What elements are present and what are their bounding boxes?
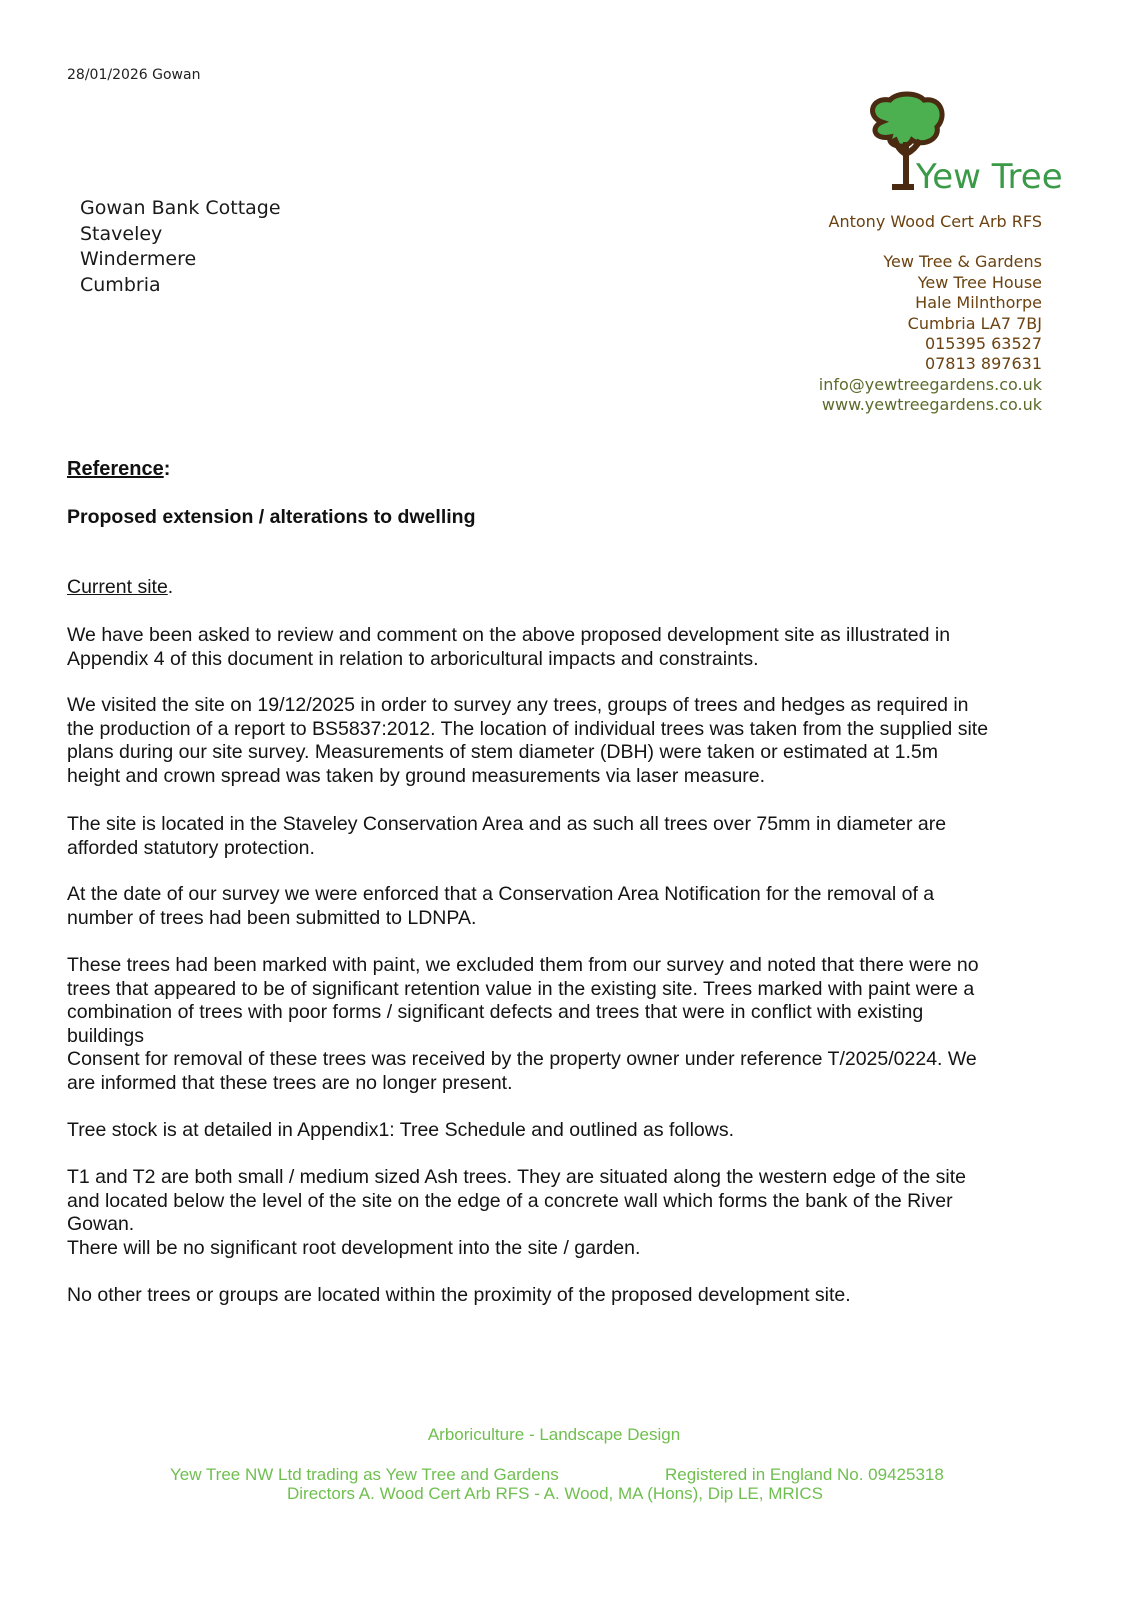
sender-mobile: 07813 897631 bbox=[924, 354, 1042, 374]
body-paragraph bbox=[67, 954, 979, 1095]
paragraph-line: We have been asked to review and comment on the above proposed development site as illustrated in bbox=[67, 624, 951, 646]
paragraph-line: Gowan. bbox=[67, 1213, 135, 1235]
paragraph-line: There will be no significant root development into the site / garden. bbox=[67, 1236, 641, 1259]
address-line: Gowan Bank Cottage bbox=[80, 197, 281, 219]
paragraph-line: are informed that these trees are no longer present. bbox=[67, 1071, 513, 1094]
body-paragraph bbox=[67, 883, 934, 930]
body-paragraph bbox=[67, 813, 946, 860]
paragraph-line: number of trees had been submitted to LDNPA. bbox=[67, 906, 477, 929]
footer-company: Yew Tree NW Ltd trading as Yew Tree and Gardens bbox=[170, 1465, 559, 1484]
sender-address-line: Yew Tree House bbox=[917, 272, 1042, 292]
document-date: 28/01/2026 Gowan bbox=[67, 67, 201, 83]
paragraph-line: and located below the level of the site on the edge of a concrete wall which forms the bank of the River bbox=[67, 1189, 953, 1212]
sender-website-link[interactable]: www.yewtreegardens.co.uk bbox=[821, 395, 1042, 415]
paragraph-line: trees that appeared to be of significant retention value in the existing site. Trees marked with paint were a bbox=[67, 977, 975, 1000]
body-paragraph bbox=[67, 1166, 966, 1260]
body-paragraph bbox=[67, 1119, 734, 1143]
paragraph-line: Tree stock is at detailed in Appendix1: Tree Schedule and outlined as follows. bbox=[67, 1119, 735, 1141]
paragraph-line: T1 and T2 are both small / medium sized Ash trees. They are situated along the western edge of the site bbox=[67, 1166, 966, 1188]
section-heading bbox=[67, 576, 173, 600]
address-line: Cumbria bbox=[80, 273, 161, 296]
yew-tree-logo bbox=[862, 92, 1063, 197]
footer-registration: Registered in England No. 09425318 bbox=[665, 1465, 944, 1484]
paragraph-line: At the date of our survey we were enforced that a Conservation Area Notification for the removal of a bbox=[67, 883, 935, 905]
sender-phone: 015395 63527 bbox=[924, 334, 1042, 354]
paragraph-line: the production of a report to BS5837:2012. The location of individual trees was taken from the supplied site bbox=[67, 717, 989, 740]
paragraph-line: These trees had been marked with paint, we excluded them from our survey and noted that there were no bbox=[67, 954, 979, 976]
reference-colon: : bbox=[163, 458, 171, 480]
section-heading-text: Current site bbox=[67, 576, 168, 598]
paragraph-line: The site is located in the Staveley Conservation Area and as such all trees over 75mm in diameter are bbox=[67, 813, 947, 835]
sender-address-line: Yew Tree & Gardens bbox=[883, 252, 1042, 272]
footer-tagline: Arboriculture - Landscape Design bbox=[427, 1425, 681, 1444]
paragraph-line: height and crown spread was taken by ground measurements via laser measure. bbox=[67, 764, 766, 787]
paragraph-line: afforded statutory protection. bbox=[67, 836, 315, 859]
reference-label: Reference bbox=[67, 458, 164, 480]
sender-address-line: Cumbria LA7 7BJ bbox=[907, 313, 1042, 333]
paragraph-line: buildings bbox=[67, 1024, 144, 1047]
body-paragraph bbox=[67, 694, 988, 788]
address-line: Windermere bbox=[80, 248, 197, 270]
reference-heading bbox=[67, 458, 170, 481]
body-paragraph bbox=[67, 624, 950, 671]
sender-address-line: Hale Milnthorpe bbox=[915, 293, 1042, 313]
paragraph-line: Consent for removal of these trees was received by the property owner under reference T/2025/0224. We bbox=[67, 1048, 977, 1070]
recipient-address bbox=[80, 196, 281, 298]
address-line: Staveley bbox=[80, 222, 163, 245]
sender-email-link[interactable]: info@yewtreegardens.co.uk bbox=[818, 374, 1042, 394]
section-heading-dot: . bbox=[167, 576, 174, 598]
paragraph-line: combination of trees with poor forms / significant defects and trees that were in conflict with existing bbox=[67, 1001, 924, 1023]
paragraph-line: No other trees or groups are located within the proximity of the proposed development site. bbox=[67, 1284, 851, 1306]
paragraph-line: Appendix 4 of this document in relation to arboricultural impacts and constraints. bbox=[67, 647, 759, 670]
sender-name: Antony Wood Cert Arb RFS bbox=[828, 212, 1042, 231]
footer-directors: Directors A. Wood Cert Arb RFS - A. Wood, MA (Hons), Dip LE, MRICS bbox=[287, 1484, 823, 1503]
logo-text: Yew Tree bbox=[916, 157, 1063, 197]
paragraph-line: We visited the site on 19/12/2025 in order to survey any trees, groups of trees and hedges as required in bbox=[67, 694, 969, 716]
reference-subject: Proposed extension / alterations to dwelling bbox=[67, 506, 476, 528]
body-paragraph bbox=[67, 1284, 851, 1308]
sender-details bbox=[819, 212, 1042, 416]
paragraph-line: plans during our site survey. Measurements of stem diameter (DBH) were taken or estimated at 1.5m bbox=[67, 741, 938, 763]
